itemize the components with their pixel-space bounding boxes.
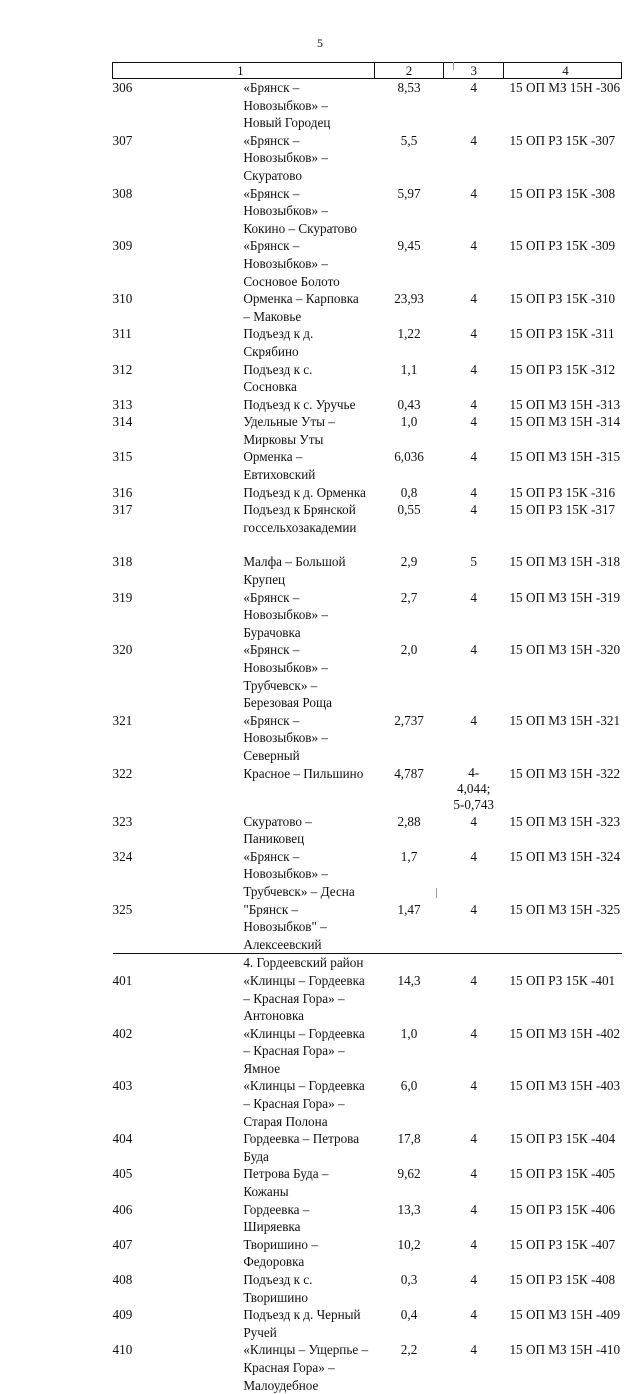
- road-name: «Брянск – Новозыбков» – Северный: [243, 712, 374, 765]
- table-body: [113, 79, 622, 1394]
- road-category: 4: [444, 325, 504, 360]
- road-code: 15 ОП РЗ 15К -312: [503, 361, 621, 396]
- road-category: 4: [444, 813, 504, 848]
- table-row: [113, 484, 622, 502]
- road-code: 15 ОП РЗ 15К -311: [503, 325, 621, 360]
- road-length: 8,53: [374, 79, 444, 132]
- table-row: [113, 1236, 622, 1271]
- road-name: Подъезд к с. Уручье: [243, 396, 374, 414]
- road-length: 1,22: [374, 325, 444, 360]
- row-number: 401: [113, 972, 244, 1025]
- road-category: 4: [444, 361, 504, 396]
- road-category: 4: [444, 1236, 504, 1271]
- category-line: 4-: [444, 765, 504, 781]
- table-row: [113, 290, 622, 325]
- road-category: 4: [444, 1306, 504, 1341]
- road-name: Петрова Буда – Кожаны: [243, 1165, 374, 1200]
- road-code: 15 ОП МЗ 15Н -318: [503, 553, 621, 588]
- road-name: «Клинцы – Гордеевка – Красная Гора» – Антоновка: [243, 972, 374, 1025]
- road-code: 15 ОП МЗ 15Н -402: [503, 1025, 621, 1078]
- table-row: [113, 589, 622, 642]
- road-category: 4: [444, 448, 504, 483]
- header-col-4: 4: [503, 63, 621, 79]
- table-row: [113, 1341, 622, 1394]
- table-row: [113, 396, 622, 414]
- row-number: 409: [113, 1306, 244, 1341]
- road-length: 5,97: [374, 185, 444, 238]
- road-category: 4: [444, 413, 504, 448]
- section-title: 4. Гордеевский район: [243, 954, 621, 972]
- row-number: 316: [113, 484, 244, 502]
- road-length: 2,0: [374, 641, 444, 711]
- road-category: 4: [444, 132, 504, 185]
- road-length: 0,4: [374, 1306, 444, 1341]
- road-name: Подъезд к д. Орменка: [243, 484, 374, 502]
- road-category: 4: [444, 901, 504, 954]
- road-category: 4: [444, 237, 504, 290]
- road-name: "Брянск – Новозыбков" – Алексеевский: [243, 901, 374, 954]
- road-length: 9,62: [374, 1165, 444, 1200]
- road-length: 5,5: [374, 132, 444, 185]
- road-code: 15 ОП МЗ 15Н -410: [503, 1341, 621, 1394]
- row-number: 403: [113, 1077, 244, 1130]
- road-code: 15 ОП РЗ 15К -309: [503, 237, 621, 290]
- row-number: 404: [113, 1130, 244, 1165]
- road-code: 15 ОП РЗ 15К -404: [503, 1130, 621, 1165]
- road-category: 4: [444, 1341, 504, 1394]
- section-row: [113, 954, 622, 972]
- road-name: «Брянск – Новозыбков» – Трубчевск» – Березовая Роща: [243, 641, 374, 711]
- road-length: 0,55: [374, 501, 444, 536]
- row-number: 314: [113, 413, 244, 448]
- road-name: Подъезд к д. Скрябино: [243, 325, 374, 360]
- road-code: 15 ОП РЗ 15К -307: [503, 132, 621, 185]
- table-row: [113, 448, 622, 483]
- road-name: Творишино – Федоровка: [243, 1236, 374, 1271]
- row-number: 315: [113, 448, 244, 483]
- table-row: [113, 1201, 622, 1236]
- road-category: 4: [444, 185, 504, 238]
- table-row: [113, 361, 622, 396]
- road-code: 15 ОП МЗ 15Н -314: [503, 413, 621, 448]
- row-number: 317: [113, 501, 244, 536]
- category-line: 4,044;: [444, 781, 504, 797]
- row-number: 410: [113, 1341, 244, 1394]
- table-row: [113, 848, 622, 901]
- table-row: [113, 765, 622, 813]
- row-number: 313: [113, 396, 244, 414]
- road-name: Малфа – Большой Крупец: [243, 553, 374, 588]
- road-length: 23,93: [374, 290, 444, 325]
- road-length: 2,7: [374, 589, 444, 642]
- scan-mark-bottom: [436, 888, 437, 898]
- row-number: 408: [113, 1271, 244, 1306]
- road-category: 4: [444, 712, 504, 765]
- row-number: 407: [113, 1236, 244, 1271]
- road-name: «Брянск – Новозыбков» – Трубчевск» – Десна: [243, 848, 374, 901]
- row-number: 321: [113, 712, 244, 765]
- road-category: 4: [444, 1271, 504, 1306]
- road-category: 4: [444, 396, 504, 414]
- page-number: 5: [0, 36, 640, 51]
- road-name: Подъезд к д. Черный Ручей: [243, 1306, 374, 1341]
- road-length: 1,47: [374, 901, 444, 954]
- road-name: Орменка – Евтиховский: [243, 448, 374, 483]
- road-name: «Клинцы – Гордеевка – Красная Гора» – Старая Полона: [243, 1077, 374, 1130]
- section-blank: [113, 954, 244, 972]
- road-category: 4: [444, 641, 504, 711]
- header-col-1: 1: [113, 63, 375, 79]
- row-number: 324: [113, 848, 244, 901]
- road-length: 13,3: [374, 1201, 444, 1236]
- row-number: 405: [113, 1165, 244, 1200]
- table-row: [113, 413, 622, 448]
- road-length: 6,0: [374, 1077, 444, 1130]
- road-code: 15 ОП РЗ 15К -405: [503, 1165, 621, 1200]
- road-category: 4: [444, 484, 504, 502]
- road-length: 0,43: [374, 396, 444, 414]
- road-code: 15 ОП МЗ 15Н -321: [503, 712, 621, 765]
- table-row: [113, 185, 622, 238]
- road-length: 1,0: [374, 1025, 444, 1078]
- row-number: 325: [113, 901, 244, 954]
- road-length: 9,45: [374, 237, 444, 290]
- road-category: 4: [444, 290, 504, 325]
- row-number: 310: [113, 290, 244, 325]
- road-code: 15 ОП МЗ 15Н -322: [503, 765, 621, 813]
- road-code: 15 ОП РЗ 15К -407: [503, 1236, 621, 1271]
- road-code: 15 ОП РЗ 15К -406: [503, 1201, 621, 1236]
- road-category: [444, 765, 504, 813]
- road-length: 6,036: [374, 448, 444, 483]
- table-row: [113, 325, 622, 360]
- road-length: 4,787: [374, 765, 444, 813]
- road-category: 4: [444, 1025, 504, 1078]
- table-row: [113, 1130, 622, 1165]
- road-code: 15 ОП МЗ 15Н -306: [503, 79, 621, 132]
- road-length: 1,0: [374, 413, 444, 448]
- road-name: «Брянск – Новозыбков» – Бурачовка: [243, 589, 374, 642]
- road-name: Орменка – Карповка – Маковье: [243, 290, 374, 325]
- road-name: Красное – Пильшино: [243, 765, 374, 813]
- scan-mark: [453, 62, 454, 70]
- road-category: 4: [444, 589, 504, 642]
- road-name: «Клинцы – Гордеевка – Красная Гора» – Ямное: [243, 1025, 374, 1078]
- road-category: 4: [444, 1077, 504, 1130]
- road-length: 0,3: [374, 1271, 444, 1306]
- road-length: 2,737: [374, 712, 444, 765]
- road-code: 15 ОП РЗ 15К -401: [503, 972, 621, 1025]
- row-number: 406: [113, 1201, 244, 1236]
- table-row: [113, 132, 622, 185]
- road-code: 15 ОП МЗ 15Н -324: [503, 848, 621, 901]
- row-number: 322: [113, 765, 244, 813]
- table-row: [113, 972, 622, 1025]
- table-row: [113, 813, 622, 848]
- road-code: 15 ОП РЗ 15К -316: [503, 484, 621, 502]
- road-category: 4: [444, 848, 504, 901]
- road-code: 15 ОП МЗ 15Н -319: [503, 589, 621, 642]
- road-length: 17,8: [374, 1130, 444, 1165]
- table-row: [113, 641, 622, 711]
- road-code: 15 ОП РЗ 15К -317: [503, 501, 621, 536]
- road-name: Подъезд к Брянской госсельхозакадемии: [243, 501, 374, 536]
- road-name: Гордеевка – Петрова Буда: [243, 1130, 374, 1165]
- row-number: 402: [113, 1025, 244, 1078]
- header-col-2: 2: [374, 63, 444, 79]
- category-line: 5-0,743: [444, 797, 504, 813]
- road-category: 4: [444, 1165, 504, 1200]
- road-name: «Брянск – Новозыбков» – Сосновое Болото: [243, 237, 374, 290]
- road-name: Подъезд к с. Сосновка: [243, 361, 374, 396]
- road-category: 4: [444, 501, 504, 536]
- road-length: 1,1: [374, 361, 444, 396]
- table-row: [113, 712, 622, 765]
- road-length: 14,3: [374, 972, 444, 1025]
- road-length: 10,2: [374, 1236, 444, 1271]
- roads-table: [112, 62, 622, 1394]
- road-code: 15 ОП МЗ 15Н -313: [503, 396, 621, 414]
- row-number: 307: [113, 132, 244, 185]
- road-code: 15 ОП РЗ 15К -310: [503, 290, 621, 325]
- header-col-3: 3: [444, 63, 504, 79]
- table-row: [113, 79, 622, 132]
- table-row: [113, 1165, 622, 1200]
- road-name: Подъезд к с. Творишино: [243, 1271, 374, 1306]
- road-code: 15 ОП РЗ 15К -308: [503, 185, 621, 238]
- row-number: 312: [113, 361, 244, 396]
- table-row: [113, 553, 622, 588]
- row-number: 323: [113, 813, 244, 848]
- road-name: «Брянск – Новозыбков» – Скуратово: [243, 132, 374, 185]
- road-length: 2,9: [374, 553, 444, 588]
- road-category: 4: [444, 79, 504, 132]
- row-number: 320: [113, 641, 244, 711]
- table-row: [113, 1025, 622, 1078]
- row-number: 306: [113, 79, 244, 132]
- road-code: 15 ОП МЗ 15Н -315: [503, 448, 621, 483]
- road-code: 15 ОП РЗ 15К -408: [503, 1271, 621, 1306]
- row-number: 318: [113, 553, 244, 588]
- table-row: [113, 901, 622, 954]
- road-name: Скуратово – Паниковец: [243, 813, 374, 848]
- row-number: 319: [113, 589, 244, 642]
- table-row: [113, 237, 622, 290]
- road-length: 2,88: [374, 813, 444, 848]
- road-code: 15 ОП МЗ 15Н -409: [503, 1306, 621, 1341]
- road-category: 4: [444, 972, 504, 1025]
- table-row: [113, 1271, 622, 1306]
- row-number: 308: [113, 185, 244, 238]
- table-row: [113, 1306, 622, 1341]
- road-category: 4: [444, 1130, 504, 1165]
- row-number: 309: [113, 237, 244, 290]
- road-code: 15 ОП МЗ 15Н -403: [503, 1077, 621, 1130]
- road-category: 5: [444, 553, 504, 588]
- road-code: 15 ОП МЗ 15Н -325: [503, 901, 621, 954]
- road-category: 4: [444, 1201, 504, 1236]
- table-row: [113, 1077, 622, 1130]
- table-header-row: [113, 63, 622, 79]
- road-name: Гордеевка – Ширяевка: [243, 1201, 374, 1236]
- road-name: «Брянск – Новозыбков» – Кокино – Скуратово: [243, 185, 374, 238]
- road-length: 0,8: [374, 484, 444, 502]
- road-code: 15 ОП МЗ 15Н -320: [503, 641, 621, 711]
- road-length: 2,2: [374, 1341, 444, 1394]
- road-length: 1,7: [374, 848, 444, 901]
- road-name: «Клинцы – Ущерпье – Красная Гора» – Малоудебное: [243, 1341, 374, 1394]
- road-name: «Брянск – Новозыбков» – Новый Городец: [243, 79, 374, 132]
- spacer-row: [113, 536, 622, 553]
- row-number: 311: [113, 325, 244, 360]
- road-name: Удельные Уты – Мирковы Уты: [243, 413, 374, 448]
- table-row: [113, 501, 622, 536]
- road-code: 15 ОП МЗ 15Н -323: [503, 813, 621, 848]
